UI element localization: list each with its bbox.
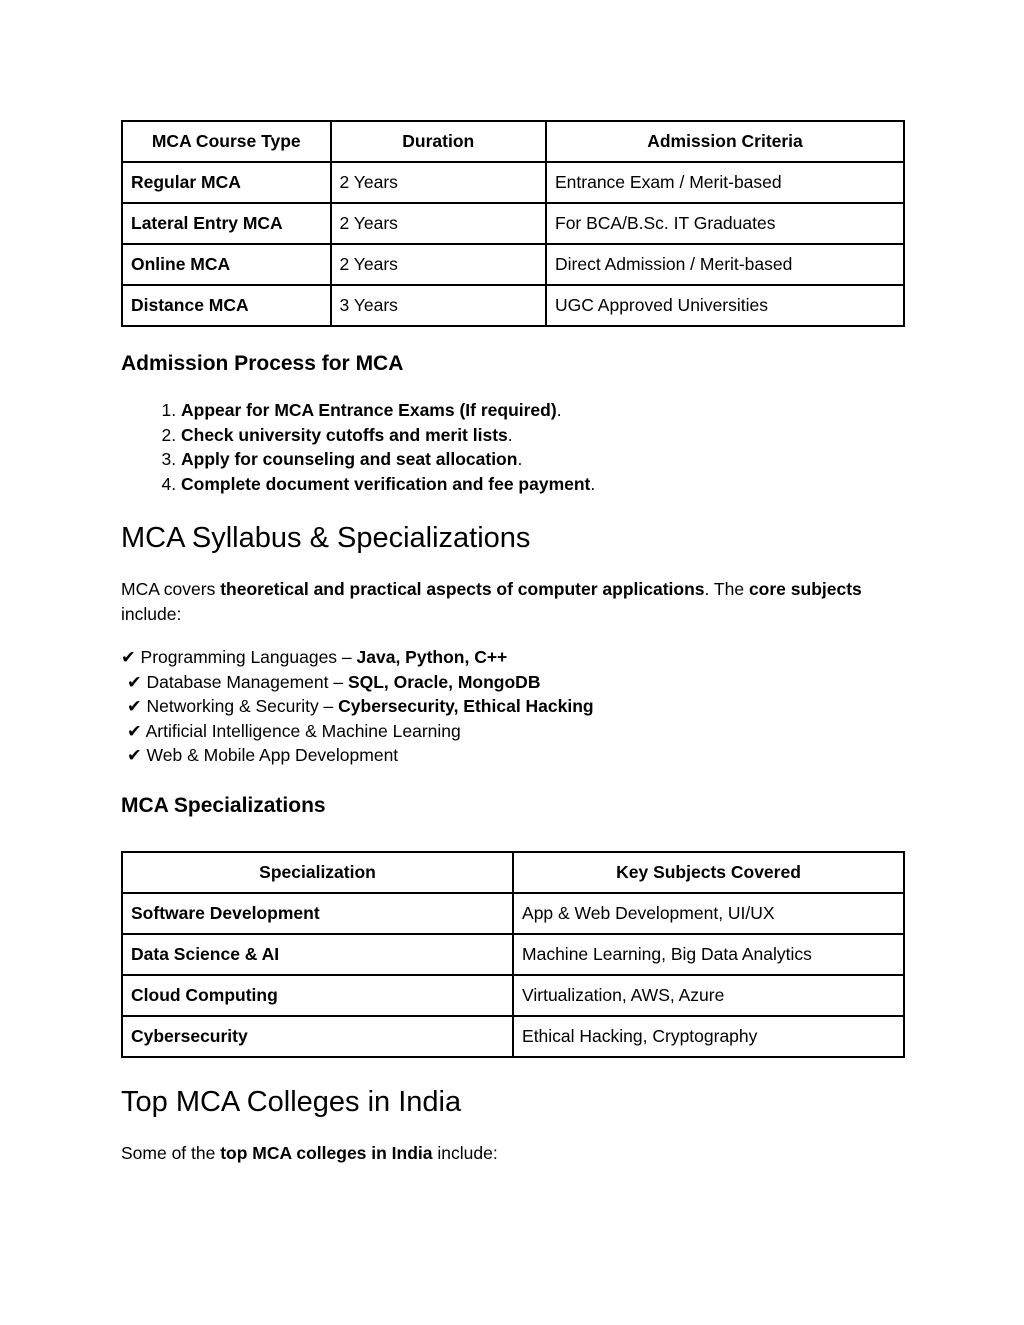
table-header-cell: Specialization (122, 852, 513, 893)
list-item (181, 398, 905, 423)
table-cell: 2 Years (331, 244, 546, 285)
table-row (122, 162, 904, 203)
table-cell: Cybersecurity (122, 1016, 513, 1057)
colleges-intro (121, 1141, 905, 1166)
step-text: Apply for counseling and seat allocation (181, 449, 518, 469)
intro-text: include: (121, 603, 182, 624)
table-header-row (122, 852, 904, 893)
table-row (122, 1016, 904, 1057)
step-text: Appear for MCA Entrance Exams (If required) (181, 400, 557, 420)
list-item (121, 743, 905, 768)
subject-text: Programming Languages – (140, 647, 357, 667)
course-type-table (121, 120, 905, 327)
subject-text: Web & Mobile App Development (146, 745, 399, 765)
subject-bold: SQL, Oracle, MongoDB (347, 671, 541, 692)
step-suffix: . (590, 473, 596, 494)
intro-text: include: (432, 1142, 498, 1163)
table-cell: Virtualization, AWS, Azure (513, 975, 904, 1016)
table-row (122, 285, 904, 326)
intro-text: . The (704, 579, 749, 599)
intro-bold: top MCA colleges in India (220, 1142, 433, 1163)
table-cell: Ethical Hacking, Cryptography (513, 1016, 904, 1057)
step-suffix: . (517, 449, 523, 469)
table-cell: Online MCA (122, 244, 331, 285)
intro-bold: core subjects (748, 579, 862, 599)
admission-steps-list (121, 398, 905, 496)
list-item (121, 670, 905, 695)
intro-bold: theoretical and practical aspects of computer applications (220, 579, 705, 599)
table-cell: Data Science & AI (122, 934, 513, 975)
document-page (121, 120, 905, 1165)
table-header-cell: Admission Criteria (546, 121, 904, 162)
subject-text: Database Management – (146, 671, 348, 692)
intro-text: Some of the (121, 1142, 221, 1163)
list-item (181, 423, 905, 448)
table-row (122, 934, 904, 975)
table-cell: Distance MCA (122, 285, 331, 326)
table-cell: Regular MCA (122, 162, 331, 203)
list-item (121, 719, 905, 744)
table-header-cell: Duration (331, 121, 546, 162)
check-icon: ✔ (127, 745, 142, 765)
specializations-heading: MCA Specializations (121, 793, 326, 817)
table-row (122, 244, 904, 285)
list-item (121, 694, 905, 719)
list-item (181, 447, 905, 472)
check-icon: ✔ (127, 720, 142, 741)
subject-bold: Java, Python, C++ (356, 647, 508, 667)
list-item (181, 472, 905, 497)
colleges-heading: Top MCA Colleges in India (121, 1085, 462, 1118)
check-icon: ✔ (127, 696, 142, 716)
check-icon: ✔ (127, 671, 142, 692)
table-cell: For BCA/B.Sc. IT Graduates (546, 203, 904, 244)
table-row (122, 893, 904, 934)
table-cell: 2 Years (331, 162, 546, 203)
table-cell: Software Development (122, 893, 513, 934)
specializations-table (121, 851, 905, 1058)
intro-text: MCA covers (121, 579, 221, 599)
step-text: Complete document verification and fee payment (181, 473, 591, 494)
table-cell: UGC Approved Universities (546, 285, 904, 326)
syllabus-intro (121, 577, 905, 626)
table-cell: Cloud Computing (122, 975, 513, 1016)
step-suffix: . (507, 424, 513, 445)
table-cell: App & Web Development, UI/UX (513, 893, 904, 934)
step-suffix: . (556, 400, 562, 420)
table-cell: 3 Years (331, 285, 546, 326)
table-header-cell: MCA Course Type (122, 121, 331, 162)
step-text: Check university cutoffs and merit lists (181, 424, 508, 445)
table-row (122, 975, 904, 1016)
table-header-row (122, 121, 904, 162)
subject-bold: Cybersecurity, Ethical Hacking (338, 696, 594, 716)
table-cell: Lateral Entry MCA (122, 203, 331, 244)
core-subjects-list (121, 645, 905, 768)
table-header-cell: Key Subjects Covered (513, 852, 904, 893)
subject-text: Networking & Security – (146, 696, 339, 716)
table-cell: Direct Admission / Merit-based (546, 244, 904, 285)
table-cell: 2 Years (331, 203, 546, 244)
subject-text: Artificial Intelligence & Machine Learning (145, 720, 461, 741)
syllabus-heading: MCA Syllabus & Specializations (121, 522, 531, 554)
table-cell: Entrance Exam / Merit-based (546, 162, 904, 203)
table-row (122, 203, 904, 244)
admission-heading: Admission Process for MCA (121, 352, 404, 375)
table-cell: Machine Learning, Big Data Analytics (513, 934, 904, 975)
check-icon: ✔ (121, 647, 136, 667)
list-item (121, 645, 905, 670)
